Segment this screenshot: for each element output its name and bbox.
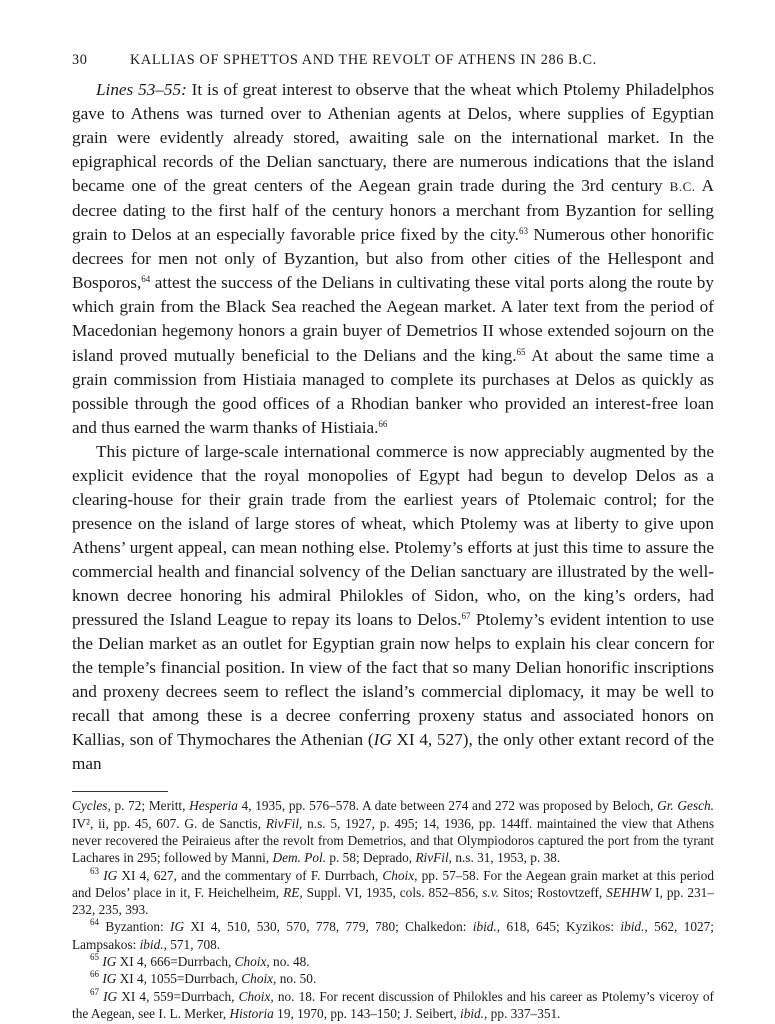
fn66-b: no. 50. [276, 971, 317, 987]
fn67-a: XI 4, 559=Durrbach, [117, 988, 239, 1004]
footnote-ref-64[interactable]: 64 [141, 274, 151, 285]
fn-cont-f: n.s. 31, 1953, p. 38. [452, 850, 561, 866]
fn66-a-i: IG [102, 971, 117, 987]
running-title: KALLIAS OF SPHETTOS AND THE REVOLT OF ATHENS IN 286 B.C. [130, 52, 597, 68]
fn66-a: XI 4, 1055=Durrbach, [116, 971, 242, 987]
footnote-number-63: 63 [90, 865, 99, 876]
fn-cont-c: IV², ii, pp. 45, 607. G. de Sanctis, [72, 815, 266, 831]
fn65-b-i: Choix, [234, 954, 270, 970]
fn63-a-i: IG [103, 867, 118, 883]
p1-text-3: Numerous other honorific decrees for men not only of Byzantion, but also from other cities of the Hellespont and Bosporos, [72, 225, 714, 293]
footnote-rule [72, 791, 168, 792]
footnote-number-65: 65 [90, 952, 99, 963]
fn64-e: 571, 708. [166, 936, 221, 952]
footnote-continuation [72, 797, 714, 866]
p2-text-1: This picture of large-scale international commerce is now appreciably augmented by the explicit evidence that the royal monopolies of Egypt had begun to develop Delos as a clearing-house for their grain trade from the earliest years of Ptolemaic control; for the presence on the island of large stores of wheat, which Ptolemy was at liberty to give upon Athens’ urgent appeal, can mean nothing else. Ptolemy’s efforts at just this time to assure the commercial health and financial solvency of the Delian sanctuary are illustrated by the well-known decree honoring his admiral Philokles of Sidon, who, on the king’s orders, had pressured the Island League to repay its loans to Delos. [72, 441, 714, 630]
page-number: 30 [72, 52, 88, 68]
p2-text-2: Ptolemy’s evident intention to use the Delian market as an outlet for Egyptian grain now helps to explain his clear concern for the temple’s financial position. In view of the fact that so many Delian honorific inscriptions and proxeny decrees seem to reflect the island’s commercial diplomacy, it may be well to recall that among these is a decree conferring proxeny status and associated honors on Kallias, son of Thymochares the Athenian ( [72, 610, 715, 750]
page [72, 50, 714, 1022]
fn63-d-i: s.v. [482, 884, 499, 900]
footnote-number-66: 66 [90, 969, 99, 980]
fn63-d: Sitos; Rostovtzeff, [498, 884, 607, 900]
fn64-d-i: ibid., [620, 919, 648, 935]
fn64-c-i: ibid., [472, 919, 501, 935]
fn64-a: Byzantion: [105, 919, 171, 935]
footnote-number-64: 64 [90, 917, 99, 928]
fn63-e: I, pp. 231–232, 235, 393. [72, 884, 714, 918]
fn-cont-a-i: Cycles, [72, 798, 111, 814]
footnote-ref-65[interactable]: 65 [516, 346, 526, 357]
fn64-d: 562, 1027; Lampsakos: [72, 919, 714, 952]
p1-text-4: attest the success of the Delians in cultivating these vital ports along the route by which grain from the Black Sea reached the Aegean market. A later text from the period of Macedonian hegemony honors a grain buyer of Demetrios II whose extended sojourn on the island proved mutually beneficial to the Delians and the king. [72, 273, 714, 365]
fn67-d-i: ibid., [460, 1005, 488, 1021]
footnote-ref-67[interactable]: 67 [461, 611, 471, 622]
footnote-64 [72, 918, 714, 953]
footnotes [72, 797, 714, 1022]
fn63-b-i: Choix, [382, 867, 418, 883]
fn67-b: no. 18. For recent discussion of Philokles and his career as Ptolemy’s viceroy of the Aegean, see I. L. Merker, [72, 988, 714, 1021]
lines-reference: Lines 53–55: [96, 80, 187, 99]
paragraph-lines-53-55 [72, 78, 714, 440]
footnote-66 [72, 970, 714, 987]
fn65-a-i: IG [102, 954, 117, 970]
p1-text-5: At about the same time a grain commission from Histiaia managed to complete its purchases at Delos as quickly as possible through the good offices of a Rhodian banker who provided an interest-free loan and thus earned the warm thanks of Histiaia. [72, 345, 714, 437]
fn63-c-i: RE, [283, 884, 303, 900]
p1-text-2: A decree dating to the first half of the century honors a merchant from Byzantion for selling grain to Delos at an especially favorable price fixed by the city. [72, 176, 714, 245]
fn65-a: XI 4, 666=Durrbach, [116, 954, 235, 970]
footnote-ref-66[interactable]: 66 [378, 418, 388, 429]
running-header [72, 50, 714, 70]
p1-text-1: It is of great interest to observe that the wheat which Ptolemy Philadelphos gave to Athens was turned over to Athenian agents at Delos, where supplies of Egyptian grain were evidently already stored, awaiting sale on the international market. In the epigraphical records of the Delian sanctuary, there are numerous indications that the island became one of the great centers of the Aegean grain trade during the 3rd century [72, 80, 715, 196]
fn64-b-i: IG [170, 919, 185, 935]
fn65-b: no. 48. [269, 954, 310, 970]
footnote-65 [72, 953, 714, 970]
fn-cont-e: p. 58; Deprado, [326, 850, 416, 866]
fn63-e-i: SEHHW [606, 884, 652, 900]
fn-cont-f-i: RivFil, [415, 850, 452, 866]
era-abbrev: B.C. [669, 179, 696, 195]
fn63-a: XI 4, 627, and the commentary of F. Durrbach, [117, 867, 383, 883]
fn67-b-i: Choix, [238, 988, 274, 1004]
p2-text-3: XI 4, 527), the only other extant record of the man [72, 730, 714, 774]
footnote-number-67: 67 [90, 986, 99, 997]
footnote-ref-63[interactable]: 63 [518, 226, 528, 237]
body-text [72, 78, 714, 776]
fn64-c: 618, 645; Kyzikos: [500, 919, 621, 935]
fn-cont-c-i: Gr. Gesch. [657, 798, 714, 814]
fn67-d: pp. 337–351. [487, 1005, 561, 1021]
fn-cont-a: p. 72; Meritt, [110, 798, 190, 814]
fn64-e-i: ibid., [139, 936, 167, 952]
fn-cont-b-i: Hesperia [189, 798, 238, 814]
fn66-b-i: Choix, [241, 971, 277, 987]
fn64-b: XI 4, 510, 530, 570, 778, 779, 780; Chalkedon: [184, 919, 473, 935]
fn-cont-d: n.s. 5, 1927, p. 495; 14, 1936, pp. 144ff. maintained the view that Athens never recovered the Peiraieus after the revolt from Demetrios, and that Olympiodoros captured the port from the tyrant Lachares in 295; followed by Manni, [72, 815, 714, 866]
ig-abbrev: IG [373, 730, 392, 750]
footnote-67 [72, 988, 714, 1023]
fn67-c: 19, 1970, pp. 143–150; J. Seibert, [273, 1005, 460, 1021]
fn67-c-i: Historia [229, 1005, 274, 1021]
fn67-a-i: IG [103, 988, 118, 1004]
fn-cont-e-i: Dem. Pol. [272, 850, 327, 866]
fn63-b: pp. 57–58. For the Aegean grain market at this period and Delos’ place in it, F. Heichelheim, [72, 867, 714, 900]
paragraph-commerce [72, 440, 714, 777]
fn-cont-d-i: RivFil, [265, 815, 303, 831]
fn63-c: Suppl. VI, 1935, cols. 852–856, [302, 884, 483, 900]
fn-cont-b: 4, 1935, pp. 576–578. A date between 274 and 272 was proposed by Beloch, [237, 798, 658, 814]
footnote-63 [72, 867, 714, 919]
